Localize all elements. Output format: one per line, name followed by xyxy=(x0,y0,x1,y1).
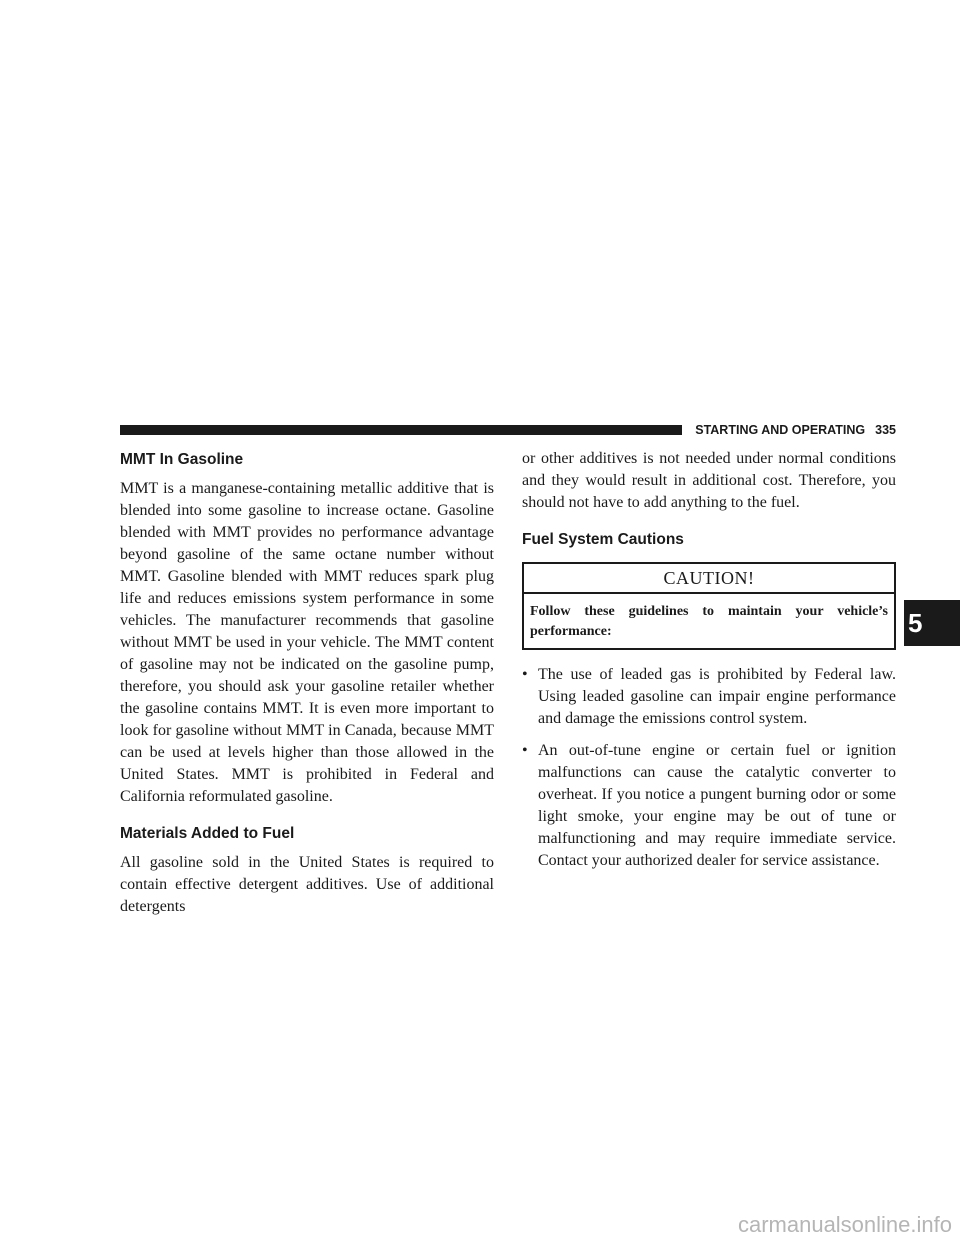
header-rule xyxy=(120,425,682,435)
materials-heading: Materials Added to Fuel xyxy=(120,825,295,842)
caution-bullet-list xyxy=(522,664,896,872)
caution-box xyxy=(522,562,896,650)
mmt-paragraph: MMT is a manganese-containing metallic additive that is blended into some gasoline to increase octane. Gasoline blended with MMT provides no performance advantage beyond gasoline of the same octane number without MMT. Gasoline blended with MMT reduces spark plug life and reduces emissions system performance in some vehicles. The manufacturer recommends that gasoline without MMT be used in your vehicle. The MMT content of gasoline may not be indicated on the gasoline pump, therefore, you should ask your gasoline retailer whether the gasoline contains MMT. It is even more important to look for gasoline without MMT in Canada, because MMT can be used at levels higher than those allowed in the United States. MMT is prohibited in Federal and California reformulated gasoline. xyxy=(120,480,494,805)
section-tab: 5 xyxy=(904,600,960,646)
running-head xyxy=(690,422,896,438)
caution-title: CAUTION! xyxy=(524,564,894,594)
section-title: STARTING AND OPERATING xyxy=(695,423,866,437)
bullet-text: An out-of-tune engine or certain fuel or ignition malfunctions can cause the catalytic converter to overheat. If you notice a pungent burning odor or some light smoke, your engine may be out of tune or malfunctioning and may require immediate service. Contact your authorized dealer for service assistance. xyxy=(538,742,896,869)
list-item xyxy=(522,664,896,730)
watermark: carmanualsonline.info xyxy=(737,1212,952,1237)
materials-paragraph: All gasoline sold in the United States is required to contain effective detergent additives. Use of additional detergents xyxy=(120,854,494,915)
fuel-cautions-heading: Fuel System Cautions xyxy=(522,531,684,548)
page-number: 335 xyxy=(875,423,896,437)
bullet-icon: • xyxy=(522,666,528,683)
mmt-heading: MMT In Gasoline xyxy=(120,451,244,468)
bullet-icon: • xyxy=(522,742,528,759)
left-column xyxy=(120,448,494,918)
bullet-text: The use of leaded gas is prohibited by Federal law. Using leaded gasoline can impair engine performance and damage the emissions control system. xyxy=(538,666,896,727)
right-column xyxy=(522,448,896,882)
materials-paragraph-continued: or other additives is not needed under normal conditions and they would result in additional cost. Therefore, you should not have to add anything to the fuel. xyxy=(522,450,896,511)
caution-text: Follow these guidelines to maintain your vehicle’s performance: xyxy=(530,604,888,639)
list-item xyxy=(522,740,896,872)
